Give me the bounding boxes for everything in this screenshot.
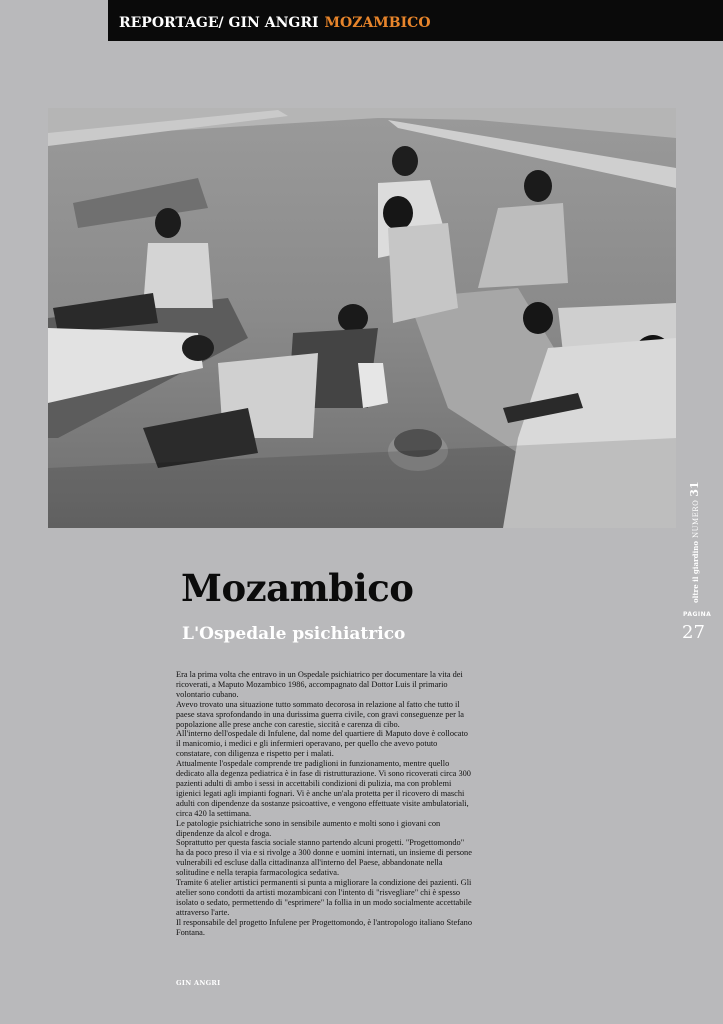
header-title (119, 15, 431, 31)
header-country: MOZAMBICO (324, 15, 431, 31)
page-label: PAGINA (683, 611, 712, 618)
magazine-issue-vertical (688, 481, 702, 615)
article-paragraph: Le patologie psichiatriche sono in sensibile aumento e molti sono i giovani con dipendenze da alcol e droga. (176, 818, 441, 838)
article-paragraph: Avevo trovato una situazione tutto sommato decorosa in relazione al fatto che tutto il paese stava sprofondando in una durissima guerra civile, con gravi conseguenze per la popolazione alle prese anche con carestie, siccità e carenza di cibo. (176, 699, 464, 729)
author-byline: GIN ANGRI (176, 979, 221, 987)
article-paragraph: Attualmente l'ospedale comprende tre padiglioni in funzionamento, mentre quello dedicato alla degenza pediatrica è in fase di ristrutturazione. Vi sono ricoverati circa 300 pazienti adulti di ambo i sessi in accettabili condizioni di pulizia, ma con problemi igienici legati agli impianti fognari. Vi è anche un'ala protetta per il ricovero di maschi adulti con dipendenze da sostanze psicoattive, e vengono effettuate visite ambulatoriali, circa 420 la settimana. (176, 759, 471, 818)
article-paragraph: All'interno dell'ospedale di Infulene, dal nome del quartiere di Maputo dove è collocato il manicomio, i medici e gli infermieri operavano, per quello che avevo potuto constatare, con diligenza e rispetto per i malati. (176, 729, 468, 759)
article-body (176, 670, 472, 937)
article-subtitle: L'Ospedale psichiatrico (182, 624, 406, 644)
issue-number: 31 (688, 481, 701, 497)
page-number: 27 (682, 622, 705, 643)
article-paragraph: Il responsabile del progetto Infulene per Progettomondo, è l'antropologo italiano Stefano Fontana. (176, 917, 473, 937)
article-title: Mozambico (181, 566, 414, 610)
photo-image (48, 108, 676, 528)
article-paragraph: Era la prima volta che entravo in un Ospedale psichiatrico per documentare la vita dei ricoverati, a Maputo Mozambico 1986, accompagnato dal Dottor Luis il primario volontario cubano. (176, 670, 463, 699)
magazine-name: oltre il giardino (691, 541, 700, 603)
reportage-photo (48, 108, 676, 528)
article-paragraph: Tramite 6 atelier artistici permanenti si punta a migliorare la condizione dei pazienti. Gli atelier sono condotti da artisti mozambicani con l'intento di "risvegliare" chi è spesso isolato o sedato, permettendo di "esprimere" la follia in un modo socialmente accettabile attraverso l'arte. (176, 878, 472, 917)
article-paragraph: Soprattutto per questa fascia sociale stanno partendo alcuni progetti. "Progettomondo" ha da poco preso il via e si rivolge a 300 donne e uomini internati, un insieme di persone vulnerabili ed escluse dalla cittadinanza all'interno del Paese, abbandonate nella solitudine e nella terapia farmacologica sedativa. (176, 838, 472, 878)
header-section: REPORTAGE/ GIN ANGRI (119, 15, 319, 31)
issue-label: NUMERO (692, 499, 700, 538)
